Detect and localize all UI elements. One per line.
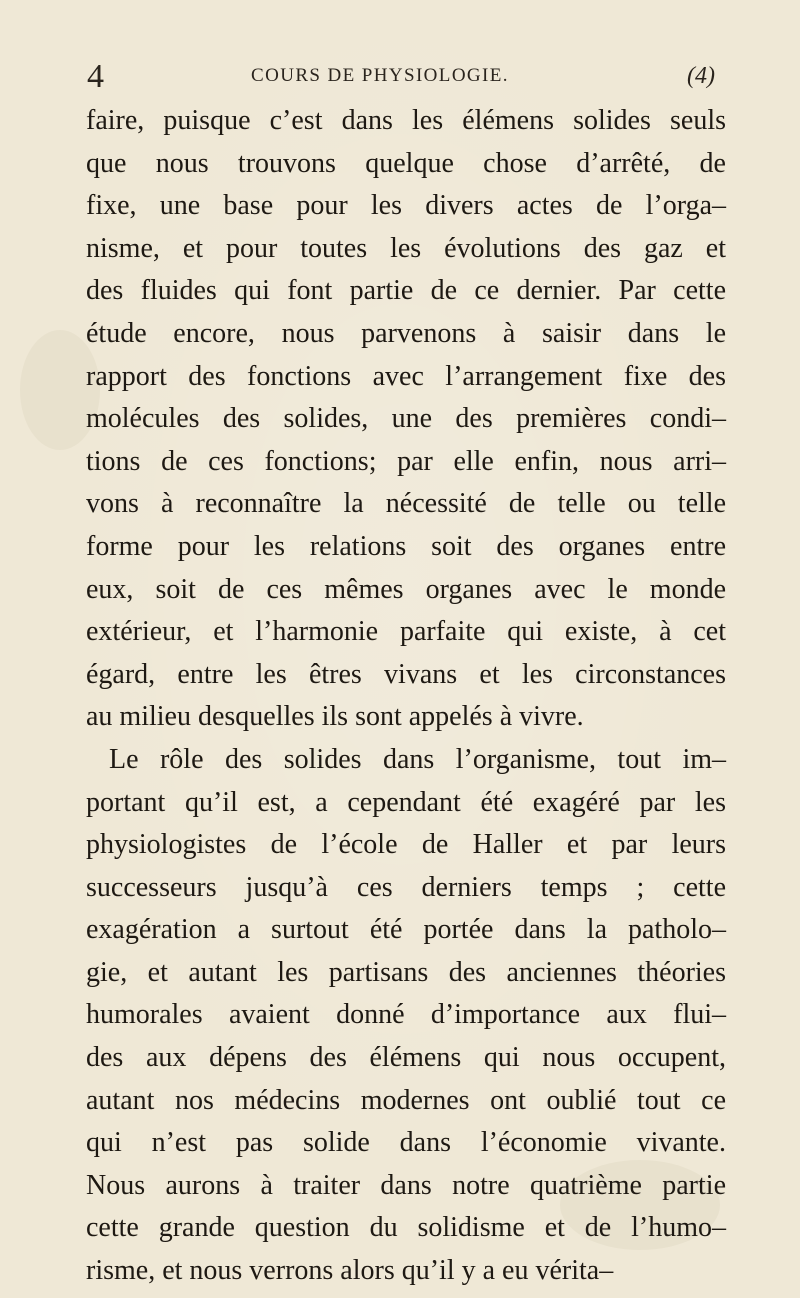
text-line: que nous trouvons quelque chose d’arrêté, de [86,147,726,179]
text-line: cette grande question du solidisme et de l’humo– [86,1212,726,1244]
text-line: tions de ces fonctions; par elle enfin, nous arri– [86,445,726,477]
text-line: Nous aurons à traiter dans notre quatrième partie [86,1169,726,1201]
paragraph [86,100,726,739]
text-line: qui n’est pas solide dans l’économie vivante. [86,1127,726,1159]
text-line: molécules des solides, une des premières condi– [86,403,726,435]
text-line: exagération a surtout été portée dans la patholo– [86,914,726,946]
text-line: successeurs jusqu’à ces derniers temps ; cette [86,871,726,903]
text-line: faire, puisque c’est dans les élémens solides seuls [86,105,726,136]
text-line: physiologistes de l’école de Haller et par leurs [86,829,726,861]
text-line: rapport des fonctions avec l’arrangement fixe des [86,360,726,392]
text-line: eux, soit de ces mêmes organes avec le monde [86,573,726,605]
text-line: égard, entre les êtres vivans et les circonstances [86,658,726,690]
body-text [86,100,726,1293]
text-line: vons à reconnaître la nécessité de telle ou telle [86,488,726,520]
text-line: forme pour les relations soit des organes entre [86,530,726,562]
text-line: des fluides qui font partie de ce dernier. Par cette [86,275,726,307]
text-line: risme, et nous verrons alors qu’il y a eu vérita– [86,1255,614,1287]
page-number: 4 [87,58,104,95]
paragraph [86,739,726,1293]
text-line: humorales avaient donné d’importance aux flui– [86,999,726,1031]
running-head [87,58,723,96]
text-line: des aux dépens des élémens qui nous occupent, [86,1042,726,1074]
text-line: autant nos médecins modernes ont oublié tout ce [86,1084,726,1116]
section-mark: (4) [687,63,715,89]
text-line: Le rôle des solides dans l’organisme, tout im– [109,743,726,775]
text-line: au milieu desquelles ils sont appelés à vivre. [86,701,584,733]
running-title: COURS DE PHYSIOLOGIE. [251,65,509,86]
text-line: portant qu’il est, a cependant été exagéré par les [86,786,726,818]
text-line: gie, et autant les partisans des anciennes théories [86,956,726,988]
text-line: extérieur, et l’harmonie parfaite qui existe, à cet [86,616,726,648]
text-line: nisme, et pour toutes les évolutions des gaz et [86,232,726,264]
text-line: fixe, une base pour les divers actes de l’orga– [86,190,726,222]
text-line: étude encore, nous parvenons à saisir dans le [86,317,726,349]
